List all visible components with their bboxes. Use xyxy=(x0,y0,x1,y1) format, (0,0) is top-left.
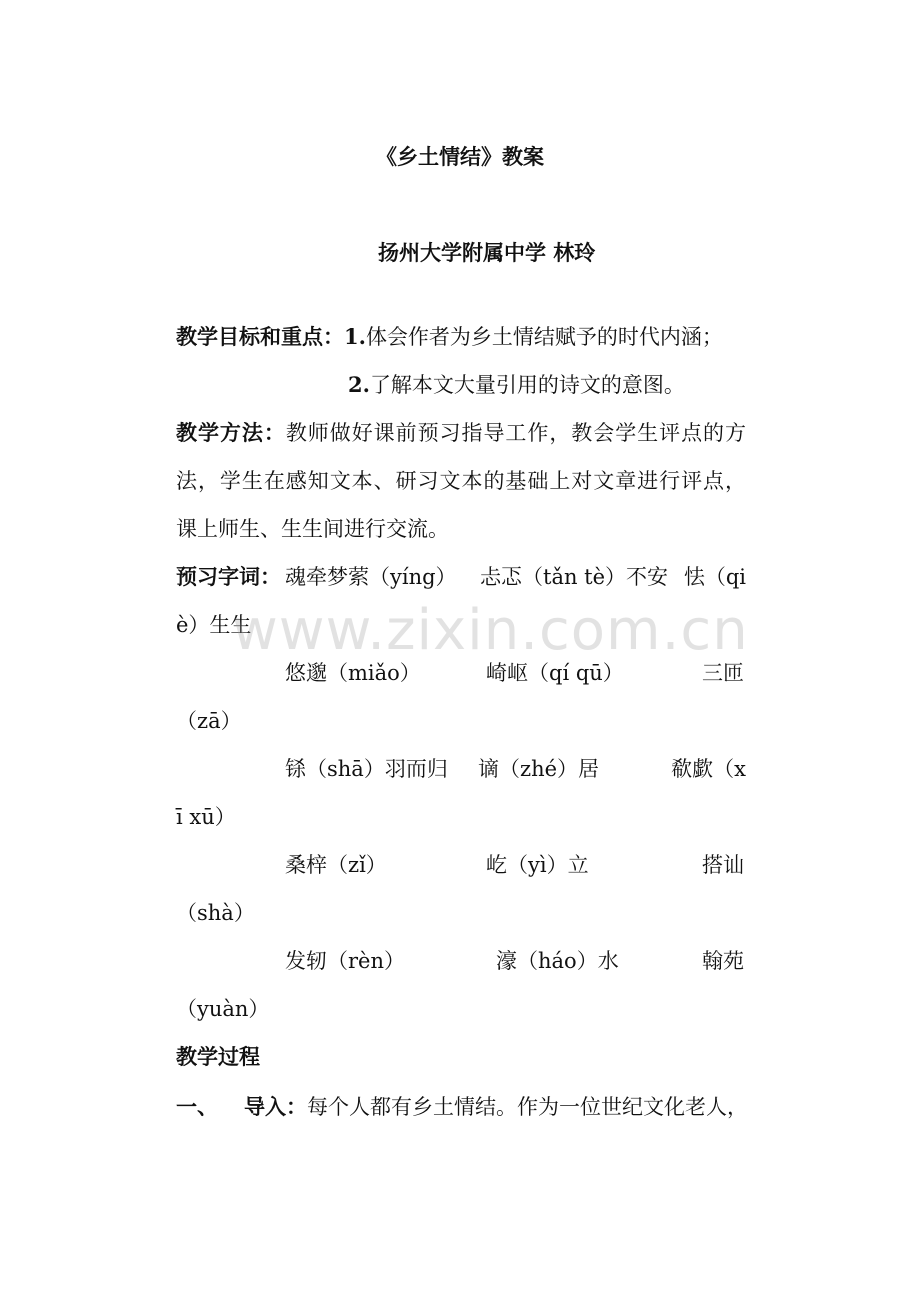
document-author: 扬州大学附属中学 林玲 xyxy=(378,240,596,265)
preview-word: 铩（shā）羽而归 xyxy=(285,757,448,781)
preview-word: 欷歔（x xyxy=(671,757,746,781)
goals-line-1 xyxy=(176,322,723,352)
preview-word: 三匝 xyxy=(702,661,744,685)
process-heading: 教学过程 xyxy=(176,1044,260,1069)
preview-word: 崎岖（qí qū） xyxy=(486,661,624,685)
document-title: 《乡土情结》教案 xyxy=(376,144,544,169)
preview-word-continued: （zā） xyxy=(176,709,242,733)
preview-word: 濠（háo）水 xyxy=(496,949,619,973)
watermark: www.zixin.com.cn xyxy=(232,598,749,663)
method-line-2: 法，学生在感知文本、研习文本的基础上对文章进行评点， xyxy=(176,469,746,493)
preview-label: 预习字词： xyxy=(176,564,281,589)
step-1-number: 一、 xyxy=(176,1094,218,1119)
process-step-1-body xyxy=(244,1092,748,1122)
step-1-label: 导入： xyxy=(244,1094,307,1119)
method-line-3: 课上师生、生生间进行交流。 xyxy=(176,517,449,541)
preview-word: 谪（zhé）居 xyxy=(478,757,600,781)
goals-label: 教学目标和重点： xyxy=(176,324,344,349)
goals-line-2 xyxy=(348,370,685,400)
method-label: 教学方法： xyxy=(176,420,286,445)
preview-word: 忐忑（tǎn tè）不安 xyxy=(480,565,669,589)
process-step-1 xyxy=(176,1092,218,1122)
preview-word: 桑梓（zǐ） xyxy=(285,853,387,877)
method-line-1 xyxy=(176,418,746,448)
preview-word-continued: （shà） xyxy=(176,901,255,925)
preview-word: 屹（yì）立 xyxy=(486,853,589,877)
preview-word: 发轫（rèn） xyxy=(285,949,405,973)
method-text-1: 教师做好课前预习指导工作，教会学生评点的方 xyxy=(285,421,747,445)
goal-2-number: 2. xyxy=(348,372,370,397)
preview-word: 搭讪 xyxy=(702,853,744,877)
preview-word-continued: （yuàn） xyxy=(176,997,270,1021)
step-1-text: 每个人都有乡土情结。作为一位世纪文化老人， xyxy=(307,1095,748,1119)
goal-1-number: 1. xyxy=(344,324,366,349)
preview-word-continued: ī xū） xyxy=(176,805,236,829)
goal-1-text: 体会作者为乡土情结赋予的时代内涵； xyxy=(365,325,723,349)
preview-word: 魂牵梦萦（yíng） xyxy=(285,565,457,589)
goal-2-text: 了解本文大量引用的诗文的意图。 xyxy=(369,373,685,397)
preview-word: 翰苑 xyxy=(702,949,744,973)
preview-word: 怯（qi xyxy=(683,565,746,589)
preview-word: 悠邈（miǎo） xyxy=(285,661,421,685)
preview-word-continued: è）生生 xyxy=(176,613,252,637)
